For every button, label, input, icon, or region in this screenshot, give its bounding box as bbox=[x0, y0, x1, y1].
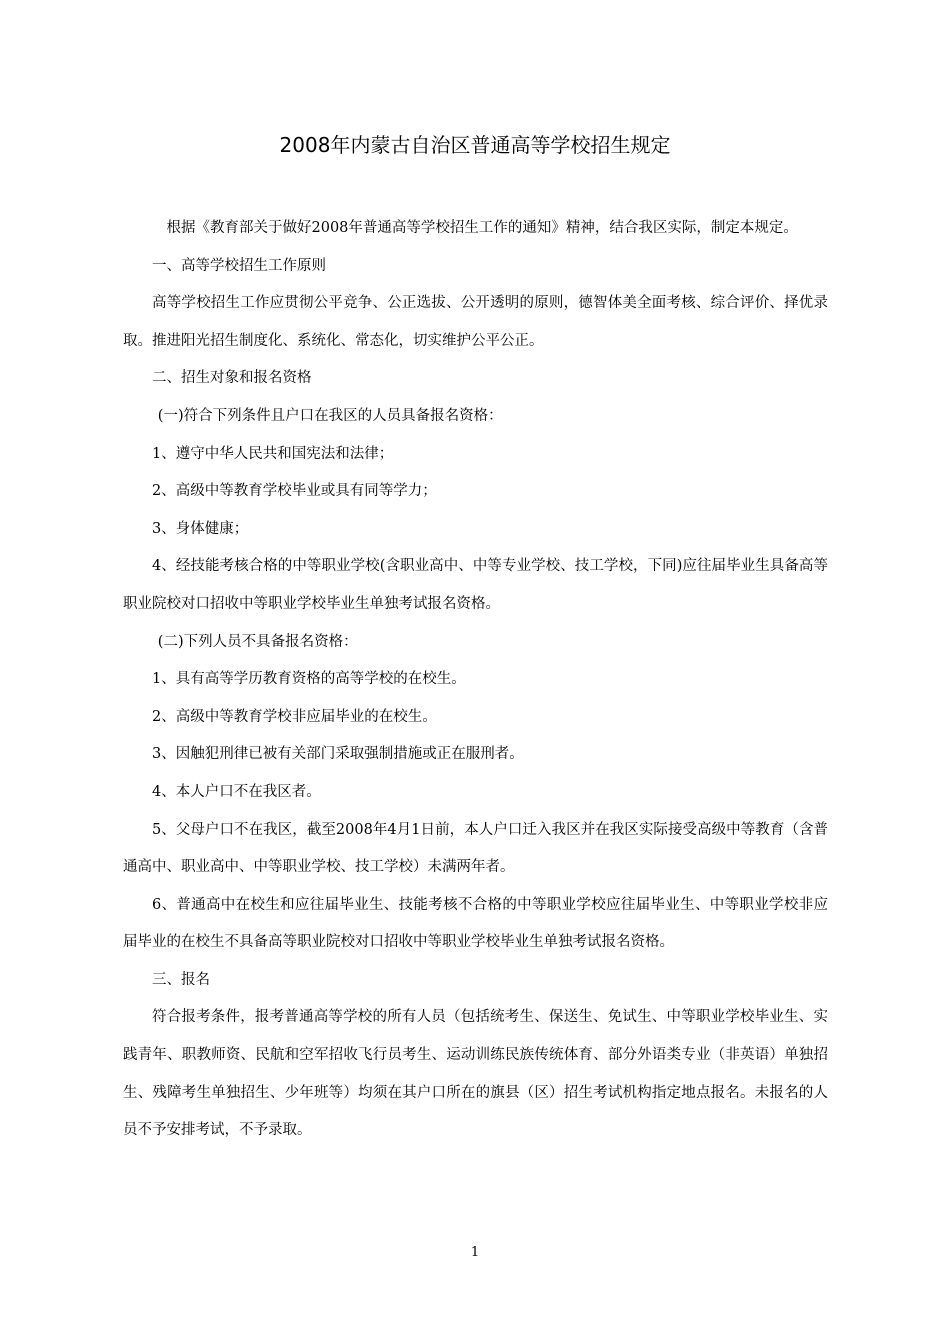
ineligible-item-5: 5、父母户口不在我区，截至2008年4月1日前，本人户口迁入我区并在我区实际接受高级中等教育（含普通高中、职业高中、中等职业学校、技工学校）未满两年者。 bbox=[123, 821, 828, 876]
eligible-item-1: 1、遵守中华人民共和国宪法和法律； bbox=[152, 445, 394, 462]
subsection-ineligible: (二)下列人员不具备报名资格： bbox=[157, 633, 358, 650]
section-heading-eligibility: 二、招生对象和报名资格 bbox=[152, 370, 312, 387]
page-number: 1 bbox=[470, 1245, 480, 1260]
ineligible-item-4: 4、本人户口不在我区者。 bbox=[152, 783, 321, 800]
section-heading-principles: 一、高等学校招生工作原则 bbox=[152, 257, 326, 274]
ineligible-item-1: 1、具有高等学历教育资格的高等学校的在校生。 bbox=[152, 671, 466, 688]
eligible-item-3: 3、身体健康； bbox=[152, 520, 249, 537]
principles-paragraph: 高等学校招生工作应贯彻公平竞争、公正选拔、公开透明的原则，德智体美全面考核、综合评价、择优录取。推进阳光招生制度化、系统化、常态化，切实维护公平公正。 bbox=[123, 295, 828, 349]
ineligible-item-2: 2、高级中等教育学校非应届毕业的在校生。 bbox=[152, 708, 437, 725]
ineligible-item-6: 6、普通高中在校生和应往届毕业生、技能考核不合格的中等职业学校应往届毕业生、中等职业学校非应届毕业的在校生不具备高等职业院校对口招收中等职业学校毕业生单独考试报名资格。 bbox=[123, 896, 828, 951]
intro-paragraph: 根据《教育部关于做好2008年普通高等学校招生工作的通知》精神，结合我区实际，制定本规定。 bbox=[166, 220, 798, 236]
document-body bbox=[123, 210, 828, 1150]
eligible-item-4: 4、经技能考核合格的中等职业学校(含职业高中、中等专业学校、技工学校，下同)应往届毕业生具备高等职业院校对口招收中等职业学校毕业生单独考试报名资格。 bbox=[123, 558, 828, 612]
ineligible-item-3: 3、因触犯刑律已被有关部门采取强制措施或正在服刑者。 bbox=[152, 746, 524, 763]
subsection-eligible: (一)符合下列条件且户口在我区的人员具备报名资格： bbox=[157, 407, 503, 424]
document-title: 2008年内蒙古自治区普通高等学校招生规定 bbox=[279, 133, 671, 157]
section-heading-registration: 三、报名 bbox=[152, 971, 210, 988]
registration-paragraph: 符合报考条件，报考普通高等学校的所有人员（包括统考生、保送生、免试生、中等职业学校毕业生、实践青年、职教师资、民航和空军招收飞行员考生、运动训练民族传统体育、部分外语类专业（非英语）单独招生、残障考生单独招生、少年班等）均须在其户口所在的旗县（区）招生考试机构指定地点报名。未报名的人员不予安排考试，不予录取。 bbox=[123, 1009, 828, 1139]
eligible-item-2: 2、高级中等教育学校毕业或具有同等学力； bbox=[152, 483, 437, 500]
